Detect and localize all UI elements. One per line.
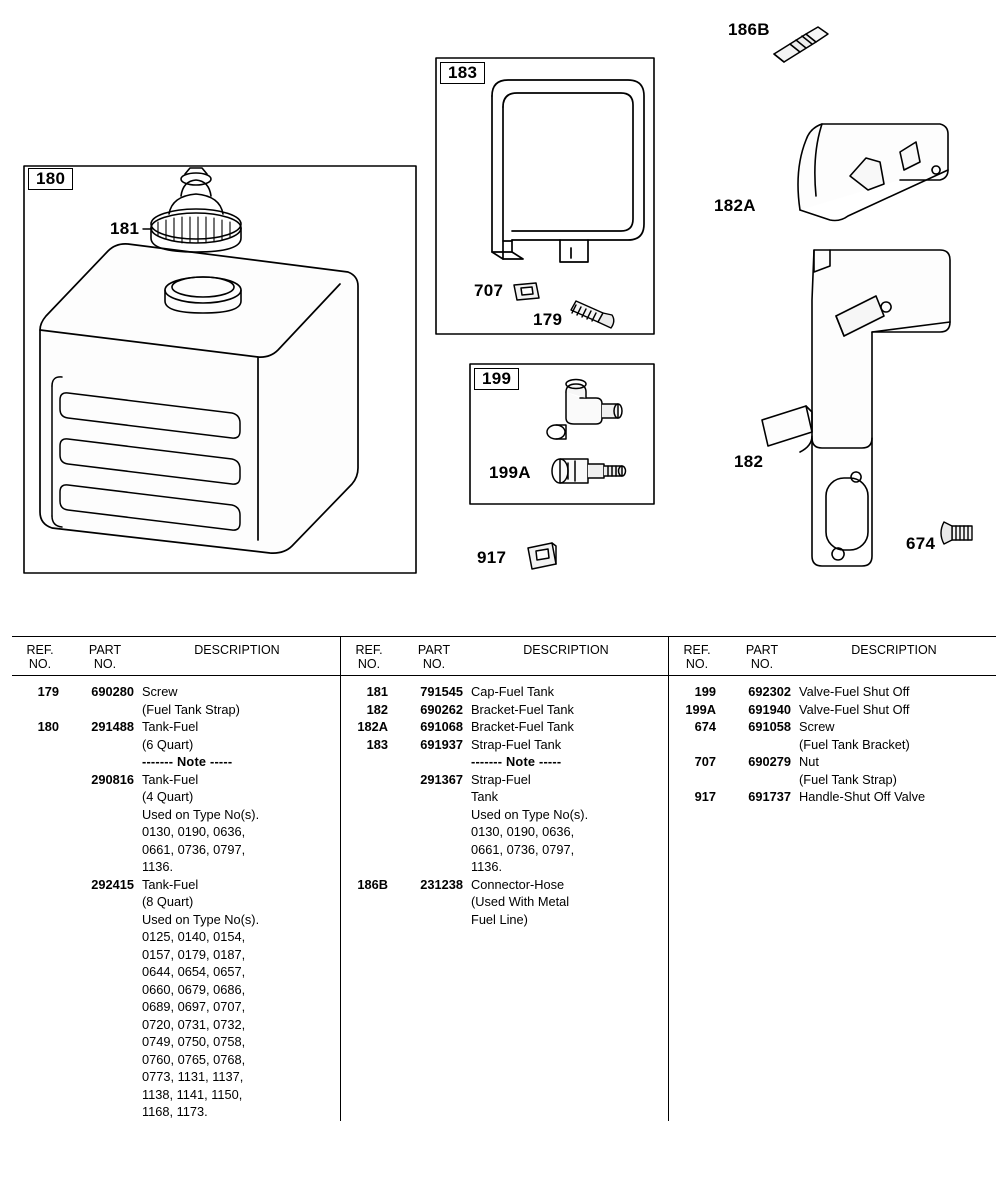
cell-part bbox=[725, 771, 799, 789]
table-row bbox=[12, 753, 340, 771]
callout-182A: 182A bbox=[714, 196, 756, 215]
cell-ref bbox=[12, 946, 68, 964]
cell-part bbox=[68, 998, 142, 1016]
cell-part: 691940 bbox=[748, 701, 791, 717]
cell-ref bbox=[341, 788, 397, 806]
cell-desc: (Fuel Tank Strap) bbox=[799, 771, 897, 787]
header-part: PART NO. bbox=[88, 643, 122, 671]
cell-part bbox=[68, 1033, 142, 1051]
cell-desc: 0157, 0179, 0187, bbox=[142, 946, 246, 962]
table-row bbox=[12, 963, 340, 981]
cell-ref bbox=[12, 1103, 68, 1121]
cell-desc: Valve-Fuel Shut Off bbox=[799, 701, 910, 717]
cell-desc: Valve-Fuel Shut Off bbox=[799, 684, 910, 699]
cell-part bbox=[397, 823, 471, 841]
table-row bbox=[12, 788, 340, 806]
table-row bbox=[12, 1051, 340, 1069]
table-row bbox=[341, 753, 668, 771]
cell-ref bbox=[12, 1086, 68, 1104]
cell-part bbox=[397, 841, 471, 859]
table-row bbox=[341, 911, 668, 929]
cell-ref: 186B bbox=[357, 876, 388, 892]
cell-desc-note: ------- Note ----- bbox=[471, 754, 562, 769]
cell-desc: 0689, 0697, 0707, bbox=[142, 999, 246, 1014]
cell-desc: 1138, 1141, 1150, bbox=[142, 1086, 243, 1102]
callout-182: 182 bbox=[734, 452, 764, 471]
cell-part bbox=[68, 1051, 142, 1069]
table-row bbox=[341, 701, 668, 719]
cell-desc: (Fuel Tank Strap) bbox=[142, 701, 240, 717]
cell-desc: 1168, 1173. bbox=[142, 1104, 208, 1119]
header-ref: REF. NO. bbox=[683, 643, 711, 671]
table-row bbox=[341, 683, 668, 701]
cell-part bbox=[397, 753, 471, 771]
cell-desc: 0661, 0736, 0797, bbox=[471, 841, 575, 857]
cell-desc: 0660, 0679, 0686, bbox=[142, 981, 246, 997]
cell-part: 691068 bbox=[420, 719, 463, 734]
header-description: DESCRIPTION bbox=[523, 643, 609, 657]
cell-ref: 181 bbox=[366, 684, 388, 699]
cell-part bbox=[68, 911, 142, 929]
table-row bbox=[12, 701, 340, 719]
cell-ref bbox=[341, 911, 397, 929]
cell-part bbox=[397, 806, 471, 824]
callout-181: 181 bbox=[110, 219, 140, 238]
table-row bbox=[12, 981, 340, 999]
cell-desc: Bracket-Fuel Tank bbox=[471, 719, 574, 734]
table-body bbox=[669, 676, 996, 806]
table-row bbox=[669, 718, 996, 736]
cell-part bbox=[68, 788, 142, 806]
cell-part bbox=[68, 1068, 142, 1086]
cell-ref bbox=[12, 1016, 68, 1034]
cell-desc: 0720, 0731, 0732, bbox=[142, 1016, 246, 1032]
table-row bbox=[669, 771, 996, 789]
cell-ref: 199A bbox=[685, 701, 716, 717]
table-body bbox=[12, 676, 340, 1121]
cell-ref: 179 bbox=[37, 684, 59, 699]
cell-part bbox=[68, 946, 142, 964]
cell-part: 691737 bbox=[748, 789, 791, 804]
cell-part bbox=[68, 1086, 142, 1104]
cell-ref bbox=[12, 823, 68, 841]
cell-ref bbox=[12, 928, 68, 946]
table-row bbox=[669, 788, 996, 806]
cell-ref bbox=[12, 876, 68, 894]
cell-ref bbox=[669, 736, 725, 754]
cell-part: 791545 bbox=[420, 684, 463, 699]
cell-ref bbox=[12, 806, 68, 824]
cell-ref bbox=[12, 963, 68, 981]
cell-desc: Tank-Fuel bbox=[142, 771, 199, 787]
table-row bbox=[12, 1103, 340, 1121]
header-ref: REF. NO. bbox=[26, 643, 54, 671]
cell-part bbox=[68, 701, 142, 719]
cell-part bbox=[68, 928, 142, 946]
table-row bbox=[341, 841, 668, 859]
table-row bbox=[341, 893, 668, 911]
cell-ref bbox=[12, 788, 68, 806]
callout-674: 674 bbox=[906, 534, 936, 553]
table-row bbox=[12, 1068, 340, 1086]
cell-ref bbox=[12, 981, 68, 999]
cell-part bbox=[397, 893, 471, 911]
cell-ref: 182 bbox=[366, 701, 388, 717]
cell-desc: 0130, 0190, 0636, bbox=[471, 824, 575, 839]
callout-917: 917 bbox=[477, 548, 507, 567]
table-header-row bbox=[341, 637, 668, 676]
table-row bbox=[341, 788, 668, 806]
cell-ref bbox=[12, 736, 68, 754]
cell-desc: (8 Quart) bbox=[142, 894, 194, 909]
cell-desc: 0749, 0750, 0758, bbox=[142, 1034, 246, 1049]
cell-part bbox=[68, 893, 142, 911]
cell-part bbox=[68, 1103, 142, 1121]
cell-desc: Strap-Fuel Tank bbox=[471, 736, 562, 752]
cell-part bbox=[68, 858, 142, 876]
table-header-row bbox=[12, 637, 340, 676]
cell-desc: Tank-Fuel bbox=[142, 719, 199, 734]
table-row bbox=[12, 823, 340, 841]
cell-part: 691937 bbox=[420, 736, 463, 752]
header-description: DESCRIPTION bbox=[194, 643, 280, 657]
cell-desc: Bracket-Fuel Tank bbox=[471, 701, 574, 717]
parts-table-column-2 bbox=[340, 637, 668, 1121]
callout-199: 199 bbox=[474, 368, 519, 390]
header-part: PART NO. bbox=[745, 643, 779, 671]
cell-desc: Screw bbox=[142, 684, 178, 699]
table-row bbox=[12, 1033, 340, 1051]
cell-part bbox=[68, 806, 142, 824]
table-row bbox=[341, 876, 668, 894]
cell-desc: 0130, 0190, 0636, bbox=[142, 824, 246, 839]
cell-part: 690279 bbox=[748, 754, 791, 769]
table-row bbox=[669, 736, 996, 754]
table-row bbox=[12, 946, 340, 964]
cell-ref bbox=[12, 753, 68, 771]
cell-ref bbox=[12, 771, 68, 789]
parts-table-column-1 bbox=[12, 637, 340, 1121]
callout-199A: 199A bbox=[489, 463, 531, 482]
cell-desc: Tank-Fuel bbox=[142, 876, 199, 892]
table-row bbox=[669, 683, 996, 701]
header-part: PART NO. bbox=[417, 643, 451, 671]
cell-ref: 917 bbox=[694, 789, 716, 804]
cell-desc: 0125, 0140, 0154, bbox=[142, 929, 246, 944]
table-row bbox=[12, 998, 340, 1016]
cell-part: 291488 bbox=[91, 719, 134, 734]
cell-desc: 1136. bbox=[471, 859, 503, 874]
table-row bbox=[12, 876, 340, 894]
cell-desc: Tank bbox=[471, 789, 499, 804]
cell-ref bbox=[12, 1051, 68, 1069]
table-row bbox=[12, 718, 340, 736]
cell-desc: (4 Quart) bbox=[142, 789, 194, 804]
cell-part bbox=[68, 823, 142, 841]
cell-ref bbox=[669, 771, 725, 789]
table-row bbox=[341, 858, 668, 876]
table-row bbox=[341, 771, 668, 789]
cell-part bbox=[397, 911, 471, 929]
table-row bbox=[12, 771, 340, 789]
cell-desc: (6 Quart) bbox=[142, 736, 194, 752]
cell-part: 292415 bbox=[91, 876, 134, 892]
cell-desc: Screw bbox=[799, 719, 835, 734]
cell-desc: 0644, 0654, 0657, bbox=[142, 964, 246, 979]
table-row bbox=[12, 1086, 340, 1104]
cell-ref bbox=[12, 858, 68, 876]
cell-desc-note: ------- Note ----- bbox=[142, 754, 233, 769]
cell-ref bbox=[341, 771, 397, 789]
cell-ref bbox=[12, 998, 68, 1016]
cell-ref bbox=[12, 911, 68, 929]
table-row bbox=[12, 893, 340, 911]
cell-desc: 0760, 0765, 0768, bbox=[142, 1051, 246, 1067]
table-row bbox=[12, 911, 340, 929]
cell-ref bbox=[341, 806, 397, 824]
cell-ref bbox=[12, 1068, 68, 1086]
cell-part bbox=[68, 736, 142, 754]
callout-180: 180 bbox=[28, 168, 73, 190]
cell-part bbox=[397, 788, 471, 806]
cell-ref bbox=[341, 753, 397, 771]
cell-part: 690280 bbox=[91, 684, 134, 699]
table-body bbox=[341, 676, 668, 928]
table-row bbox=[341, 806, 668, 824]
cell-part: 291367 bbox=[420, 771, 463, 787]
callout-183: 183 bbox=[440, 62, 485, 84]
cell-part bbox=[68, 963, 142, 981]
cell-ref bbox=[12, 701, 68, 719]
table-row bbox=[669, 701, 996, 719]
cell-desc: Cap-Fuel Tank bbox=[471, 684, 554, 699]
table-row bbox=[669, 753, 996, 771]
cell-desc: Used on Type No(s). bbox=[142, 911, 260, 927]
cell-desc: Handle-Shut Off Valve bbox=[799, 789, 926, 804]
cell-desc: Nut bbox=[799, 754, 819, 769]
cell-ref bbox=[12, 893, 68, 911]
parts-table bbox=[12, 636, 996, 1121]
table-row bbox=[341, 718, 668, 736]
callout-186B: 186B bbox=[728, 20, 770, 39]
cell-part: 692302 bbox=[748, 684, 791, 699]
table-row bbox=[12, 806, 340, 824]
cell-part bbox=[68, 841, 142, 859]
cell-ref: 674 bbox=[694, 719, 716, 734]
table-row bbox=[341, 736, 668, 754]
header-description: DESCRIPTION bbox=[851, 643, 937, 657]
cell-part bbox=[68, 981, 142, 999]
cell-desc: (Fuel Tank Bracket) bbox=[799, 736, 910, 752]
cell-part: 231238 bbox=[420, 876, 463, 892]
cell-ref bbox=[12, 841, 68, 859]
parts-table-column-3 bbox=[668, 637, 996, 1121]
table-header-row bbox=[669, 637, 996, 676]
cell-ref bbox=[12, 1033, 68, 1051]
cell-ref: 180 bbox=[37, 719, 59, 734]
cell-ref: 707 bbox=[694, 754, 716, 769]
cell-part bbox=[68, 753, 142, 771]
callout-179: 179 bbox=[533, 310, 563, 329]
table-row bbox=[12, 928, 340, 946]
cell-ref bbox=[341, 893, 397, 911]
cell-part bbox=[725, 736, 799, 754]
cell-desc: (Used With Metal bbox=[471, 894, 570, 909]
cell-ref bbox=[341, 823, 397, 841]
cell-desc: Connector-Hose bbox=[471, 876, 565, 892]
cell-part bbox=[397, 858, 471, 876]
cell-ref: 183 bbox=[366, 736, 388, 752]
cell-ref: 182A bbox=[357, 719, 388, 734]
table-row bbox=[12, 736, 340, 754]
cell-part: 290816 bbox=[91, 771, 134, 787]
table-row bbox=[12, 1016, 340, 1034]
header-ref: REF. NO. bbox=[355, 643, 383, 671]
cell-desc: 0773, 1131, 1137, bbox=[142, 1069, 244, 1084]
cell-part: 691058 bbox=[748, 719, 791, 734]
callout-707: 707 bbox=[474, 281, 504, 300]
cell-desc: 0661, 0736, 0797, bbox=[142, 841, 246, 857]
cell-ref bbox=[341, 841, 397, 859]
table-row bbox=[12, 858, 340, 876]
cell-desc: Fuel Line) bbox=[471, 911, 528, 927]
table-row bbox=[12, 841, 340, 859]
cell-desc: 1136. bbox=[142, 859, 174, 874]
table-row bbox=[341, 823, 668, 841]
table-row bbox=[12, 683, 340, 701]
cell-desc: Used on Type No(s). bbox=[471, 806, 589, 822]
cell-desc: Strap-Fuel bbox=[471, 771, 531, 787]
cell-desc: Used on Type No(s). bbox=[142, 806, 260, 822]
cell-ref: 199 bbox=[694, 684, 716, 699]
cell-part bbox=[68, 1016, 142, 1034]
cell-ref bbox=[341, 858, 397, 876]
cell-part: 690262 bbox=[420, 701, 463, 717]
